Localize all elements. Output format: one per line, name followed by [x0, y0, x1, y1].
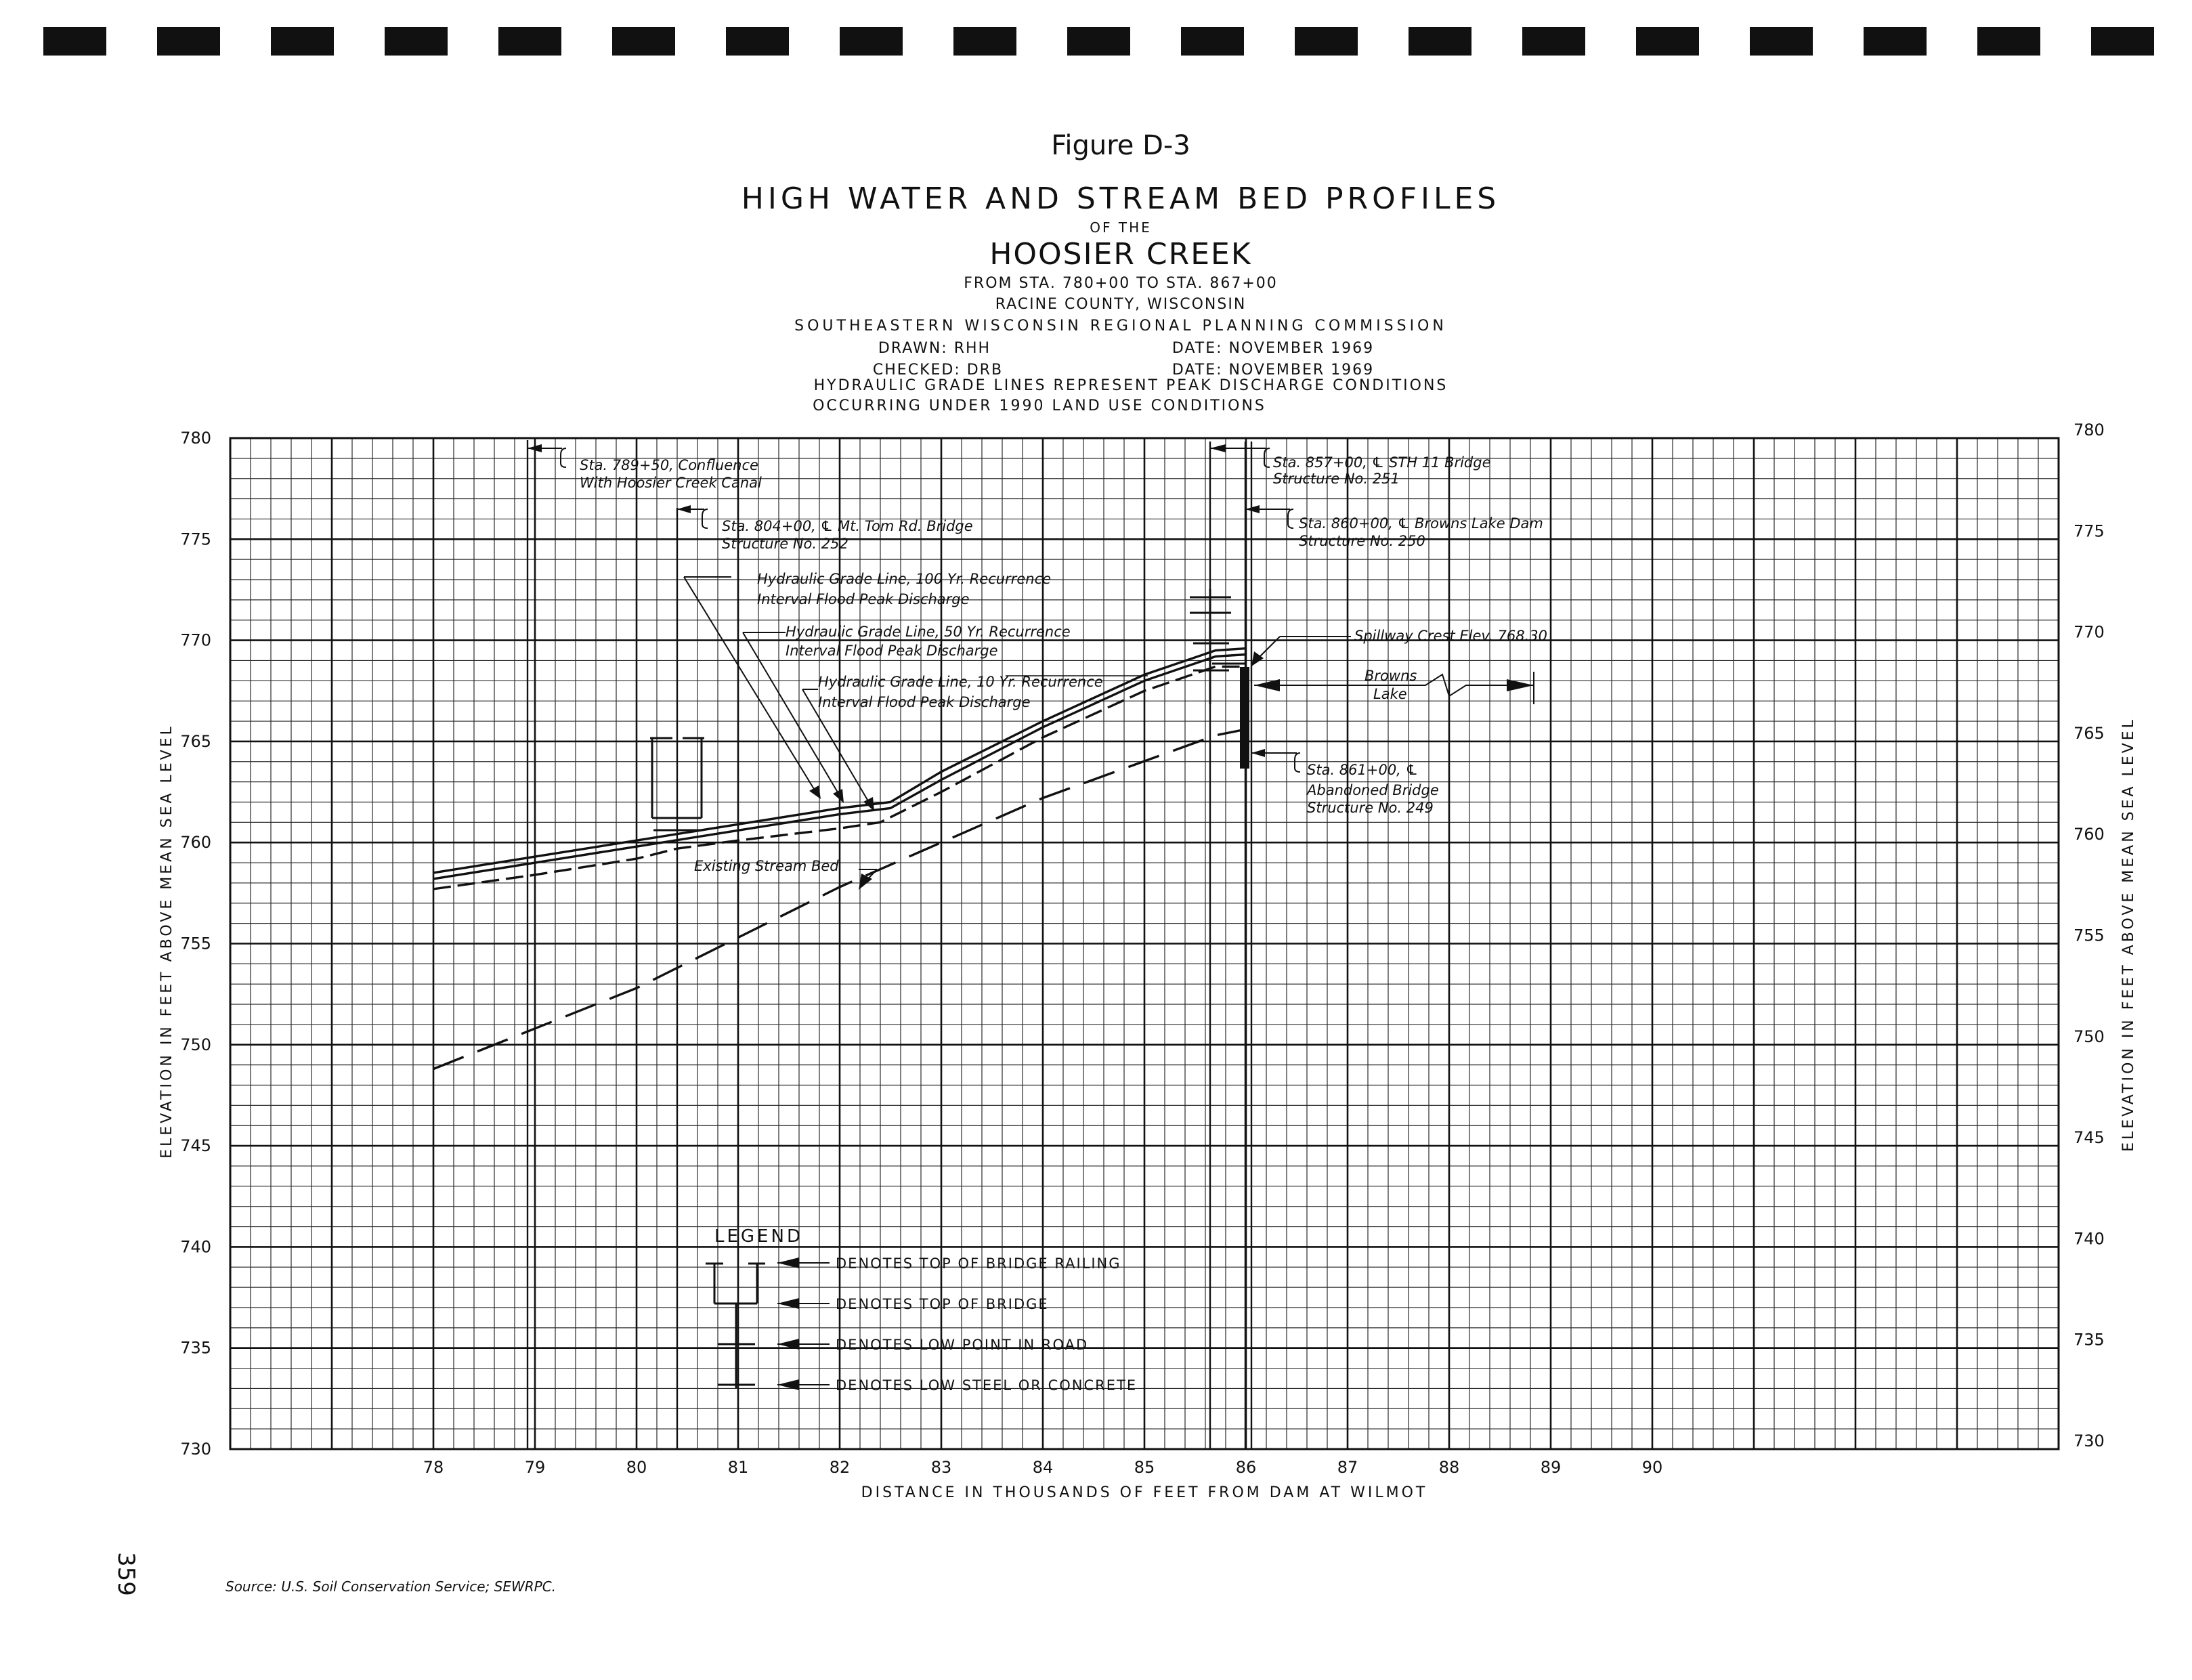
- punch-mark: [2091, 27, 2154, 56]
- callout-hgl50-l1: Hydraulic Grade Line, 50 Yr. Recurrence: [786, 624, 1071, 640]
- punch-mark: [840, 27, 903, 56]
- legend-arrows: [777, 1257, 830, 1390]
- punch-mark: [1636, 27, 1699, 56]
- x-tick-label: 84: [1032, 1458, 1054, 1477]
- legend-item-railing: DENOTES TOP OF BRIDGE RAILING: [836, 1255, 1121, 1272]
- punch-mark: [157, 27, 220, 56]
- y-tick-label-right: 780: [2073, 421, 2105, 439]
- legend-title: LEGEND: [714, 1226, 803, 1247]
- y-tick-label: 740: [180, 1237, 211, 1257]
- callout-sta-861-l3: Structure No. 249: [1307, 800, 1434, 816]
- y-tick-label-right: 755: [2073, 926, 2105, 945]
- callout-sta-804-l2: Structure No. 252: [722, 536, 848, 552]
- callout-hgl50-l2: Interval Flood Peak Discharge: [786, 643, 998, 659]
- chart-header: [742, 130, 1500, 414]
- callout-lake-l1: Browns: [1364, 668, 1417, 684]
- y-tick-label-right: 730: [2073, 1431, 2105, 1450]
- y-tick-label: 755: [180, 934, 211, 953]
- punch-mark: [1295, 27, 1358, 56]
- callout-lake-l2: Lake: [1373, 686, 1407, 702]
- legend-item-low-steel: DENOTES LOW STEEL OR CONCRETE: [836, 1377, 1138, 1394]
- legend-symbol: [706, 1264, 765, 1388]
- y-tick-label: 770: [180, 630, 211, 650]
- legend-item-top-of-bridge: DENOTES TOP OF BRIDGE: [836, 1296, 1049, 1312]
- callout-sta-857-l1: Sta. 857+00, ℄ STH 11 Bridge: [1273, 454, 1491, 471]
- y-tick-label: 745: [180, 1136, 211, 1156]
- y-tick-label-right: 735: [2073, 1330, 2105, 1350]
- stream-name: HOOSIER CREEK: [989, 237, 1252, 272]
- punch-mark: [612, 27, 675, 56]
- checked-by: CHECKED: DRB: [872, 362, 1004, 379]
- binder-punch-marks: [43, 27, 2154, 56]
- x-tick-label: 87: [1337, 1458, 1358, 1477]
- punch-mark: [953, 27, 1016, 56]
- punch-mark: [1522, 27, 1585, 56]
- legend-item-low-point-road: DENOTES LOW POINT IN ROAD: [836, 1337, 1089, 1353]
- drawn-by: DRAWN: RHH: [878, 340, 991, 357]
- callout-sta-861-l1: Sta. 861+00, ℄: [1307, 762, 1419, 778]
- y-tick-labels-left: [180, 429, 211, 1459]
- callout-stream-bed: Existing Stream Bed: [694, 858, 839, 874]
- y-axis-label-left: ELEVATION IN FEET ABOVE MEAN SEA LEVEL: [158, 724, 175, 1159]
- x-tick-label: 89: [1540, 1458, 1562, 1477]
- y-tick-label: 765: [180, 731, 211, 751]
- punch-mark: [1409, 27, 1471, 56]
- y-tick-label-right: 750: [2073, 1027, 2105, 1046]
- y-tick-label: 750: [180, 1035, 211, 1054]
- y-tick-label: 760: [180, 833, 211, 853]
- callout-sta-789-l2: With Hoosier Creek Canal: [580, 475, 762, 491]
- y-tick-label: 730: [180, 1440, 211, 1459]
- punch-mark: [385, 27, 448, 56]
- callout-sta-860-l2: Structure No. 250: [1299, 533, 1425, 549]
- callout-hgl10-l2: Interval Flood Peak Discharge: [818, 694, 1031, 710]
- source-note: Source: U.S. Soil Conservation Service; SEWRPC.: [225, 1578, 557, 1595]
- y-axis-label-right: ELEVATION IN FEET ABOVE MEAN SEA LEVEL: [2120, 717, 2137, 1152]
- x-tick-label: 85: [1134, 1458, 1155, 1477]
- chart-of-the: OF THE: [1090, 219, 1152, 236]
- y-tick-label-right: 760: [2073, 825, 2105, 844]
- x-tick-label: 80: [626, 1458, 647, 1477]
- chart-title: HIGH WATER AND STREAM BED PROFILES: [741, 181, 1501, 216]
- x-tick-label: 81: [727, 1458, 749, 1477]
- punch-mark: [1067, 27, 1130, 56]
- punch-mark: [498, 27, 561, 56]
- callout-sta-804-l1: Sta. 804+00, ℄ Mt. Tom Rd. Bridge: [722, 518, 973, 534]
- x-tick-label: 83: [930, 1458, 952, 1477]
- punch-mark: [1864, 27, 1927, 56]
- punch-mark: [271, 27, 334, 56]
- x-tick-labels: [423, 1458, 1663, 1477]
- note-line-1: HYDRAULIC GRADE LINES REPRESENT PEAK DISCHARGE CONDITIONS: [813, 377, 1448, 394]
- y-tick-label-right: 740: [2073, 1229, 2105, 1249]
- y-tick-labels-right: [2073, 421, 2105, 1450]
- x-tick-label: 88: [1438, 1458, 1460, 1477]
- punch-mark: [1181, 27, 1244, 56]
- punch-mark: [1750, 27, 1813, 56]
- figure-label: Figure D-3: [1051, 130, 1190, 161]
- grid-major: [230, 438, 2059, 1449]
- checked-date: DATE: NOVEMBER 1969: [1172, 362, 1375, 379]
- punch-mark: [43, 27, 106, 56]
- y-tick-label: 775: [180, 530, 211, 549]
- x-axis-label: DISTANCE IN THOUSANDS OF FEET FROM DAM AT WILMOT: [861, 1484, 1428, 1501]
- station-callouts: [528, 444, 1534, 890]
- county: RACINE COUNTY, WISCONSIN: [995, 296, 1247, 313]
- x-tick-label: 90: [1641, 1458, 1663, 1477]
- bridge-structure-251: [1190, 589, 1231, 704]
- callout-hgl10-l1: Hydraulic Grade Line, 10 Yr. Recurrence: [818, 674, 1103, 690]
- callout-sta-789-l1: Sta. 789+50, Confluence: [580, 457, 758, 473]
- page-number: 359: [112, 1552, 139, 1596]
- x-tick-label: 82: [829, 1458, 851, 1477]
- x-tick-label: 79: [524, 1458, 546, 1477]
- note-line-2: OCCURRING UNDER 1990 LAND USE CONDITIONS: [813, 397, 1266, 414]
- callout-sta-861-l2: Abandoned Bridge: [1307, 782, 1439, 798]
- y-tick-label-right: 770: [2073, 622, 2105, 642]
- y-tick-label-right: 765: [2073, 723, 2105, 743]
- punch-mark: [726, 27, 789, 56]
- punch-mark: [1977, 27, 2040, 56]
- y-tick-label: 780: [180, 429, 211, 448]
- x-tick-label: 86: [1235, 1458, 1257, 1477]
- callout-spillway: Spillway Crest Elev. 768.30: [1354, 628, 1547, 644]
- y-tick-label-right: 745: [2073, 1128, 2105, 1148]
- callout-hgl100-l2: Interval Flood Peak Discharge: [757, 591, 970, 607]
- y-tick-label: 735: [180, 1338, 211, 1358]
- callout-sta-857-l2: Structure No. 251: [1273, 471, 1400, 487]
- agency: SOUTHEASTERN WISCONSIN REGIONAL PLANNING COMMISSION: [794, 318, 1447, 335]
- station-range: FROM STA. 780+00 TO STA. 867+00: [964, 275, 1278, 292]
- dam-structure-250: [1240, 667, 1249, 769]
- callout-hgl100-l1: Hydraulic Grade Line, 100 Yr. Recurrence: [757, 571, 1052, 587]
- x-tick-label: 78: [423, 1458, 444, 1477]
- drawn-date: DATE: NOVEMBER 1969: [1172, 340, 1375, 357]
- y-tick-label-right: 775: [2073, 521, 2105, 541]
- callout-sta-860-l1: Sta. 860+00, ℄ Browns Lake Dam: [1299, 515, 1543, 532]
